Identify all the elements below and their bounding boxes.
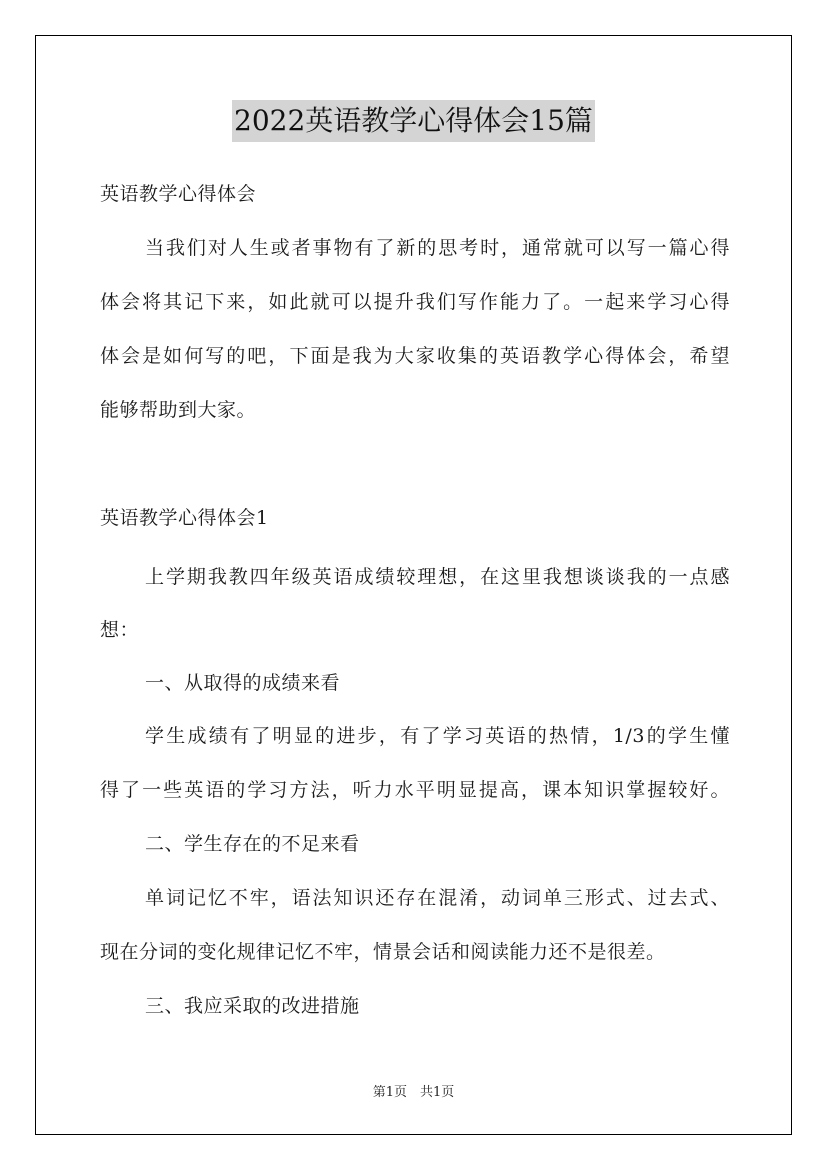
page-footer: 第1页 共1页 bbox=[372, 1085, 455, 1100]
subheading-2: 二、学生存在的不足来看 bbox=[145, 833, 360, 855]
document-title-text: 2022英语教学心得体会15篇 bbox=[232, 100, 595, 142]
paragraph-1-line-2: 想： bbox=[100, 619, 140, 641]
article-heading: 英语教学心得体会1 bbox=[100, 507, 269, 529]
paragraph-1-line-1: 上学期我教四年级英语成绩较理想，在这里我想谈谈我的一点感 bbox=[145, 566, 730, 588]
paragraph-2-line-2: 得了一些英语的学习方法，听力水平明显提高，课本知识掌握较好。 bbox=[100, 779, 730, 801]
document-title bbox=[0, 100, 827, 142]
paragraph-3-line-2: 现在分词的变化规律记忆不牢，情景会话和阅读能力还不是很差。 bbox=[100, 941, 666, 963]
intro-line-4: 能够帮助到大家。 bbox=[100, 399, 257, 421]
paragraph-3-line-1: 单词记忆不牢，语法知识还存在混淆，动词单三形式、过去式、 bbox=[145, 887, 730, 909]
paragraph-2-line-1: 学生成绩有了明显的进步，有了学习英语的热情，1/3的学生懂 bbox=[145, 725, 730, 747]
subheading-3: 三、我应采取的改进措施 bbox=[145, 995, 360, 1017]
intro-line-1: 当我们对人生或者事物有了新的思考时，通常就可以写一篇心得 bbox=[145, 237, 730, 259]
section-heading: 英语教学心得体会 bbox=[100, 183, 257, 205]
intro-line-2: 体会将其记下来，如此就可以提升我们写作能力了。一起来学习心得 bbox=[100, 291, 730, 313]
intro-line-3: 体会是如何写的吧，下面是我为大家收集的英语教学心得体会，希望 bbox=[100, 345, 730, 367]
subheading-1: 一、从取得的成绩来看 bbox=[145, 672, 341, 694]
